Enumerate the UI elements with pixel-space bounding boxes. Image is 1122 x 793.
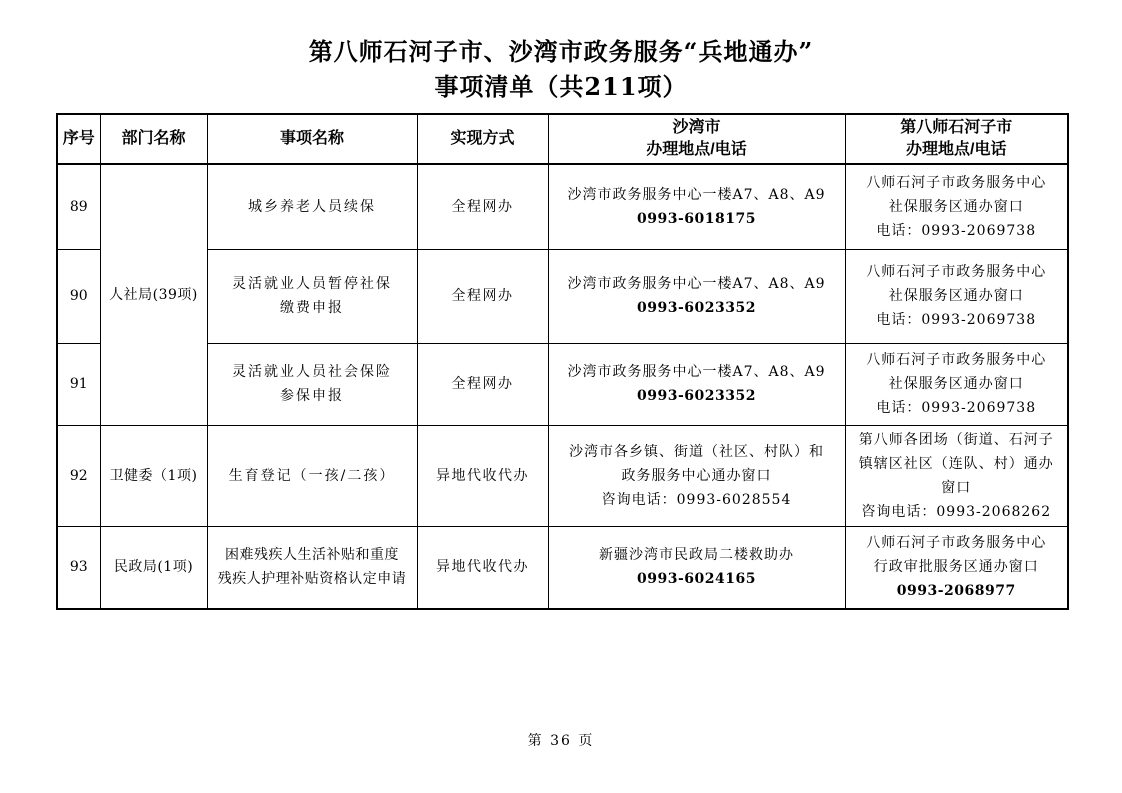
- cell-eighth-address: [845, 425, 1068, 526]
- document-title: [0, 34, 1122, 104]
- phone-number: 0993-6024165: [637, 571, 756, 588]
- phone-number: 0993-6023352: [637, 300, 756, 316]
- cell-index: 92: [57, 425, 100, 526]
- cell-index: 91: [57, 343, 100, 425]
- cell-shawan-address: [548, 164, 845, 249]
- cell-item: [207, 249, 417, 343]
- header-item: 事项名称: [207, 114, 417, 164]
- cell-method: 全程网办: [417, 343, 548, 425]
- cell-shawan-address: [548, 249, 845, 343]
- address-line: 沙湾市政务服务中心一楼A7、A8、A9: [567, 186, 826, 203]
- header-method: 实现方式: [417, 114, 548, 164]
- address-line: 八师石河子市政务服务中心: [866, 174, 1047, 191]
- cell-method: 异地代收代办: [417, 425, 548, 526]
- item-line: 灵活就业人员社会保险: [232, 364, 392, 380]
- cell-eighth-address: [845, 343, 1068, 425]
- header-shawan: [548, 114, 845, 164]
- header-index: 序号: [57, 114, 100, 164]
- page-number: 第 36 页: [527, 733, 595, 749]
- title-line-1: 第八师石河子市、沙湾市政务服务“兵地通办”: [308, 37, 814, 66]
- phone-line: 咨询电话：0993-2068262: [861, 503, 1052, 520]
- phone-number: 0993-2068977: [896, 583, 1016, 600]
- item-line: 困难残疾人生活补贴和重度: [225, 547, 399, 564]
- item-line: 残疾人护理补贴资格认定申请: [217, 571, 407, 588]
- item-line: 生育登记（一孩/二孩）: [228, 467, 396, 484]
- cell-index: 90: [57, 249, 100, 343]
- cell-method: 异地代收代办: [417, 526, 548, 609]
- phone-number: 0993-6023352: [637, 388, 756, 404]
- cell-eighth-address: [845, 526, 1068, 609]
- address-line: 行政审批服务区通办窗口: [873, 559, 1039, 576]
- header-department: 部门名称: [100, 114, 207, 164]
- phone-line: 电话：0993-2069738: [876, 222, 1037, 239]
- address-line: 政务服务中心通办窗口: [621, 467, 772, 484]
- phone-number: 0993-6018175: [637, 210, 756, 227]
- address-line: 沙湾市政务服务中心一楼A7、A8、A9: [567, 364, 826, 380]
- cell-shawan-address: [548, 526, 845, 609]
- cell-item: [207, 526, 417, 609]
- cell-item: [207, 343, 417, 425]
- address-line: 沙湾市各乡镇、街道（社区、村队）和: [569, 443, 824, 460]
- table-row: [57, 425, 1068, 526]
- header-eighth-division: [845, 114, 1068, 164]
- phone-line: 咨询电话：0993-6028554: [601, 491, 792, 508]
- phone-line: 电话：0993-2069738: [876, 400, 1037, 416]
- cell-item: [207, 164, 417, 249]
- header-shawan-line2: 办理地点/电话: [646, 141, 747, 158]
- item-line: 灵活就业人员暂停社保: [232, 276, 392, 292]
- table-header-row: [57, 114, 1068, 164]
- table-row: [57, 343, 1068, 425]
- item-line: 缴费申报: [280, 300, 344, 316]
- cell-index: 89: [57, 164, 100, 249]
- item-line: 城乡养老人员续保: [248, 198, 376, 215]
- address-line: 窗口: [941, 479, 972, 496]
- cell-item: [207, 425, 417, 526]
- cell-department: 卫健委（1项): [100, 425, 207, 526]
- address-line: 八师石河子市政务服务中心: [866, 352, 1047, 368]
- title-line-2: 事项清单（共211项）: [434, 72, 688, 101]
- address-line: 沙湾市政务服务中心一楼A7、A8、A9: [567, 276, 826, 292]
- cell-shawan-address: [548, 343, 845, 425]
- header-shawan-line1: 沙湾市: [672, 119, 721, 136]
- address-line: 镇辖区社区（连队、村）通办: [858, 455, 1054, 472]
- header-eighth-line2: 办理地点/电话: [906, 141, 1007, 158]
- phone-line: 电话：0993-2069738: [876, 312, 1037, 328]
- address-line: 社保服务区通办窗口: [888, 376, 1024, 392]
- address-line: 八师石河子市政务服务中心: [866, 264, 1047, 280]
- cell-method: 全程网办: [417, 249, 548, 343]
- cell-shawan-address: [548, 425, 845, 526]
- header-eighth-line1: 第八师石河子市: [900, 119, 1013, 136]
- address-line: 新疆沙湾市民政局二楼救助办: [599, 547, 794, 564]
- cell-department: 民政局(1项): [100, 526, 207, 609]
- address-line: 社保服务区通办窗口: [888, 288, 1024, 304]
- table-row: [57, 164, 1068, 249]
- address-line: 八师石河子市政务服务中心: [866, 535, 1047, 552]
- address-line: 第八师各团场（街道、石河子: [858, 431, 1054, 448]
- cell-eighth-address: [845, 249, 1068, 343]
- cell-department-merged: 人社局(39项): [100, 164, 207, 425]
- table-row: [57, 526, 1068, 609]
- cell-eighth-address: [845, 164, 1068, 249]
- service-items-table: [56, 113, 1069, 610]
- cell-method: 全程网办: [417, 164, 548, 249]
- cell-index: 93: [57, 526, 100, 609]
- table-row: [57, 249, 1068, 343]
- address-line: 社保服务区通办窗口: [888, 198, 1024, 215]
- item-line: 参保申报: [280, 388, 344, 404]
